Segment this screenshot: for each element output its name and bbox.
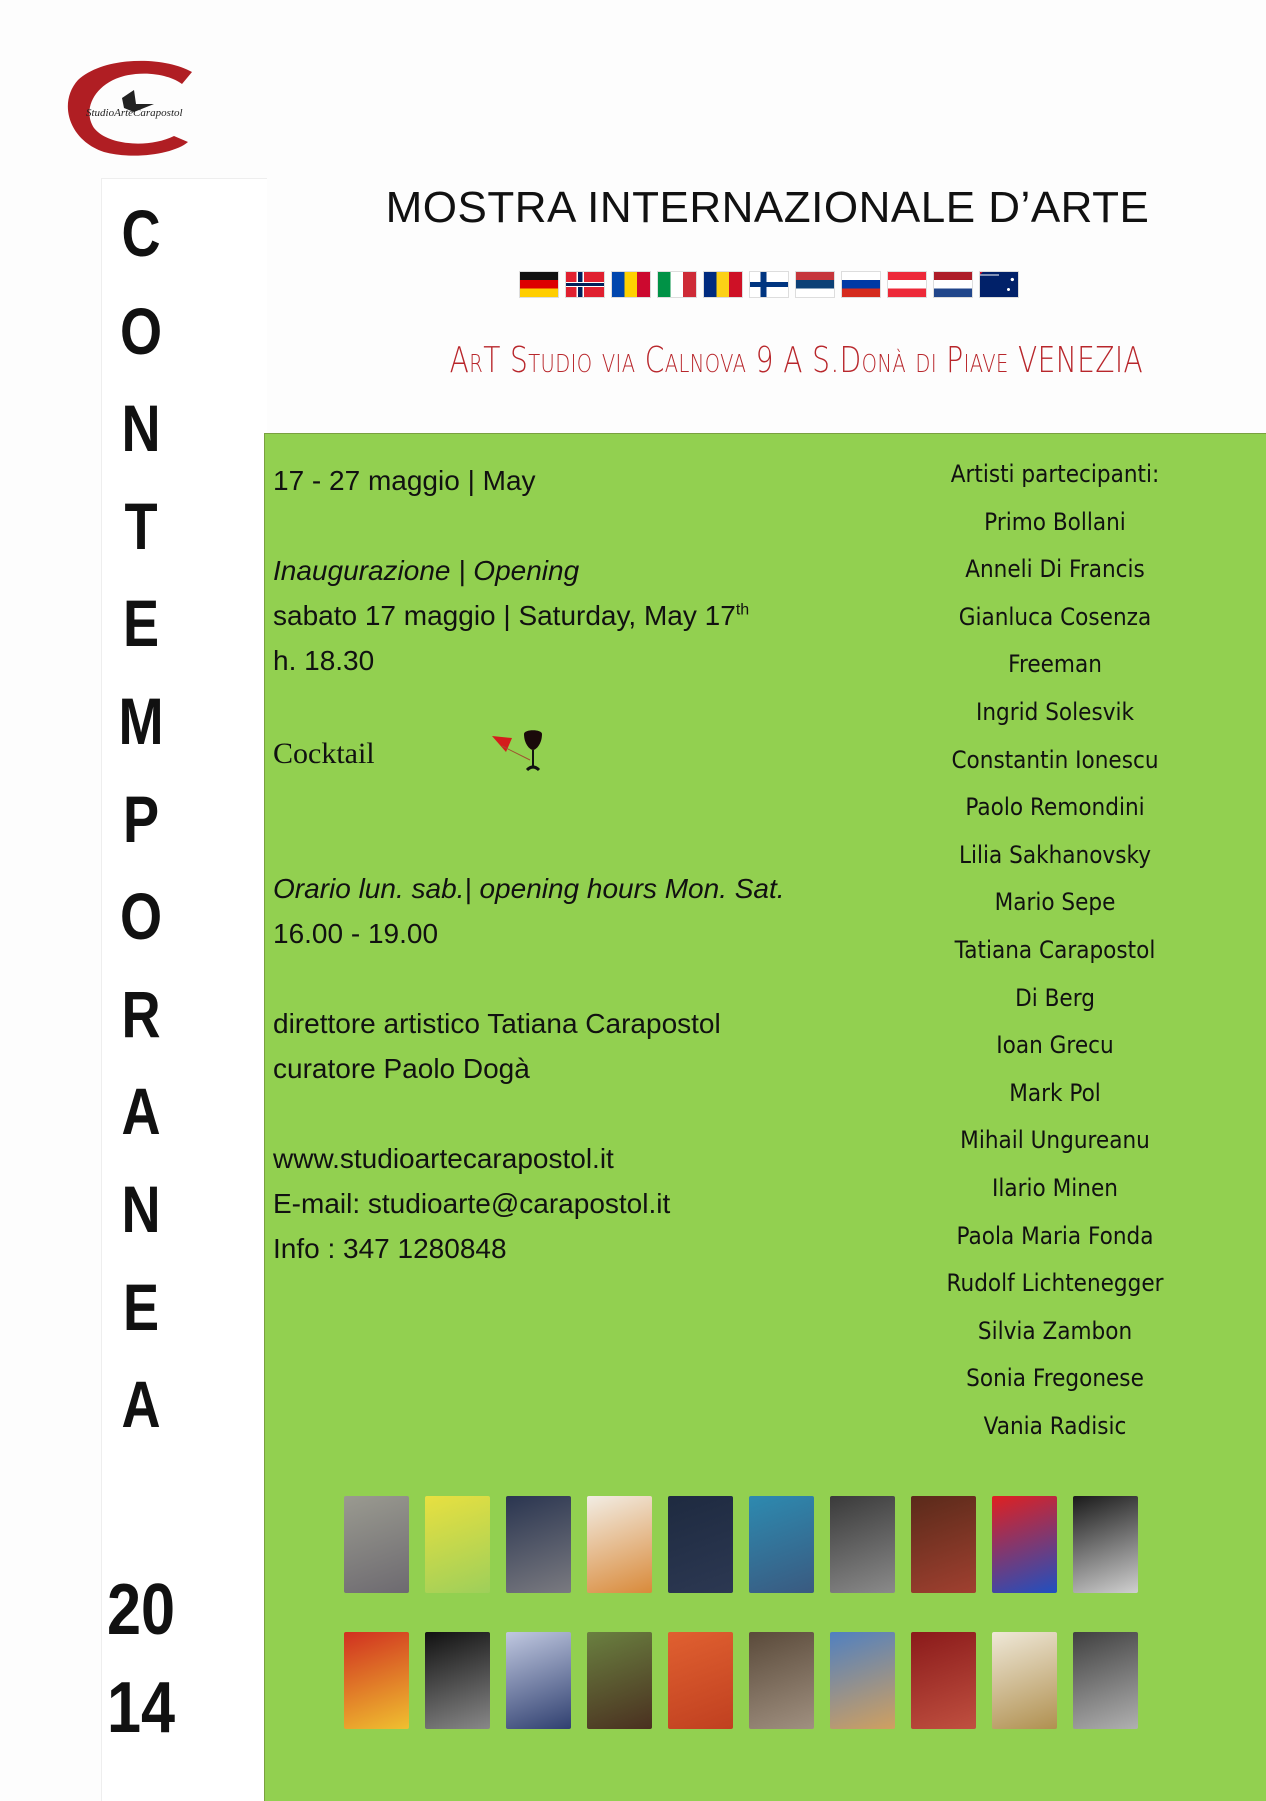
italy-flag-icon bbox=[657, 271, 697, 298]
venue-address: ArT Studio via Calnova 9 A S.Donà di Piave VENEZIA bbox=[449, 340, 1144, 381]
artist-name: Silvia Zambon bbox=[977, 1316, 1133, 1345]
germany-flag-icon bbox=[519, 271, 559, 298]
website-link[interactable]: www.studioartecarapostol.it bbox=[273, 1143, 614, 1174]
exhibition-dates: 17 - 27 maggio | May bbox=[273, 465, 536, 496]
vertical-title-letter: E bbox=[122, 1269, 160, 1344]
artist-name: Ingrid Solesvik bbox=[975, 697, 1134, 726]
year-first-half: 20 bbox=[106, 1570, 176, 1650]
netherlands-flag-icon bbox=[933, 271, 973, 298]
artist-name: Rudolf Lichtenegger bbox=[946, 1269, 1164, 1298]
artwork-thumbnails-row-2 bbox=[344, 1632, 1138, 1729]
vertical-title-letter: E bbox=[122, 586, 160, 661]
vertical-title-letter: M bbox=[118, 684, 164, 758]
artwork-thumbnail bbox=[668, 1632, 733, 1729]
country-flags bbox=[519, 271, 1019, 298]
vertical-title-letter: N bbox=[121, 1172, 161, 1246]
artist-name: Paolo Remondini bbox=[965, 793, 1145, 822]
artwork-thumbnail bbox=[506, 1496, 571, 1593]
finland-flag-icon bbox=[749, 271, 789, 298]
artwork-thumbnail bbox=[992, 1632, 1057, 1729]
artist-name: Ioan Grecu bbox=[996, 1031, 1114, 1060]
svg-text:StudioArteCarapostol: StudioArteCarapostol bbox=[86, 107, 183, 119]
artists-heading: Artisti partecipanti: bbox=[950, 460, 1160, 488]
russia-flag-icon bbox=[841, 271, 881, 298]
artist-name: Sonia Fregonese bbox=[966, 1364, 1144, 1393]
opening-date bbox=[273, 600, 749, 632]
norway-flag-icon bbox=[565, 271, 605, 298]
vertical-title-letter: O bbox=[119, 879, 163, 954]
artist-name: Anneli Di Francis bbox=[965, 555, 1145, 584]
artist-name: Paola Maria Fonda bbox=[956, 1221, 1154, 1250]
vertical-title-letter: A bbox=[121, 1367, 161, 1442]
artist-name: Mihail Ungureanu bbox=[960, 1126, 1150, 1155]
email-link[interactable]: E-mail: studioarte@carapostol.it bbox=[273, 1188, 671, 1219]
studio-logo bbox=[64, 58, 200, 158]
artist-name: Ilario Minen bbox=[992, 1173, 1118, 1202]
opening-time: h. 18.30 bbox=[273, 645, 375, 676]
artwork-thumbnails-row-1 bbox=[344, 1496, 1138, 1593]
artists-list bbox=[916, 455, 1195, 1440]
austria-flag-icon bbox=[887, 271, 927, 298]
opening-hours: 16.00 - 19.00 bbox=[273, 918, 439, 949]
artwork-thumbnail bbox=[344, 1632, 409, 1729]
artwork-thumbnail bbox=[911, 1496, 976, 1593]
artwork-thumbnail bbox=[425, 1496, 490, 1593]
exhibition-title: MOSTRA INTERNAZIONALE D’ARTE bbox=[385, 183, 1150, 232]
artwork-thumbnail bbox=[830, 1632, 895, 1729]
artwork-thumbnail bbox=[749, 1632, 814, 1729]
year-second-half: 14 bbox=[106, 1668, 176, 1748]
serbia-flag-icon bbox=[795, 271, 835, 298]
artist-name: Vania Radisic bbox=[983, 1411, 1127, 1440]
artwork-thumbnail bbox=[749, 1496, 814, 1593]
opening-date-text: sabato 17 maggio | Saturday, May 17 bbox=[273, 600, 736, 631]
artwork-thumbnail bbox=[911, 1632, 976, 1729]
artist-name: Primo Bollani bbox=[984, 507, 1126, 536]
vertical-title-letter: P bbox=[122, 781, 160, 856]
artist-name: Di Berg bbox=[1015, 983, 1095, 1012]
artwork-thumbnail bbox=[425, 1632, 490, 1729]
artist-name: Mark Pol bbox=[1009, 1078, 1101, 1107]
artwork-thumbnail bbox=[668, 1496, 733, 1593]
artwork-thumbnail bbox=[1073, 1496, 1138, 1593]
artist-name: Constantin Ionescu bbox=[951, 745, 1159, 774]
phone-info: Info : 347 1280848 bbox=[273, 1233, 507, 1264]
cocktail-glass-icon bbox=[490, 730, 550, 781]
artist-name: Tatiana Carapostol bbox=[954, 935, 1156, 964]
artwork-thumbnail bbox=[992, 1496, 1057, 1593]
australia-flag-icon bbox=[979, 271, 1019, 298]
vertical-title-letter: T bbox=[124, 488, 158, 563]
vertical-title-letter: N bbox=[121, 391, 161, 466]
cocktail-label: Cocktail bbox=[273, 737, 375, 770]
artwork-thumbnail bbox=[587, 1496, 652, 1593]
artist-name: Freeman bbox=[1008, 650, 1102, 679]
opening-label: Inaugurazione | Opening bbox=[273, 555, 580, 586]
opening-hours-label: Orario lun. sab.| opening hours Mon. Sat. bbox=[273, 873, 785, 904]
moldova-flag-icon bbox=[611, 271, 651, 298]
opening-date-suffix: th bbox=[735, 601, 750, 619]
artist-name: Lilia Sakhanovsky bbox=[958, 840, 1151, 869]
vertical-title-letter: C bbox=[121, 196, 161, 270]
artist-name: Gianluca Cosenza bbox=[958, 602, 1152, 631]
artwork-thumbnail bbox=[1073, 1632, 1138, 1729]
artwork-thumbnail bbox=[830, 1496, 895, 1593]
vertical-title-letter: A bbox=[121, 1074, 161, 1149]
vertical-title-letter: O bbox=[119, 293, 163, 368]
artist-name: Mario Sepe bbox=[994, 888, 1116, 917]
artwork-thumbnail bbox=[344, 1496, 409, 1593]
artistic-director: direttore artistico Tatiana Carapostol bbox=[273, 1008, 721, 1039]
artwork-thumbnail bbox=[506, 1632, 571, 1729]
artwork-thumbnail bbox=[587, 1632, 652, 1729]
vertical-title-letter: R bbox=[121, 976, 161, 1051]
romania-flag-icon bbox=[703, 271, 743, 298]
curator: curatore Paolo Dogà bbox=[273, 1053, 530, 1084]
